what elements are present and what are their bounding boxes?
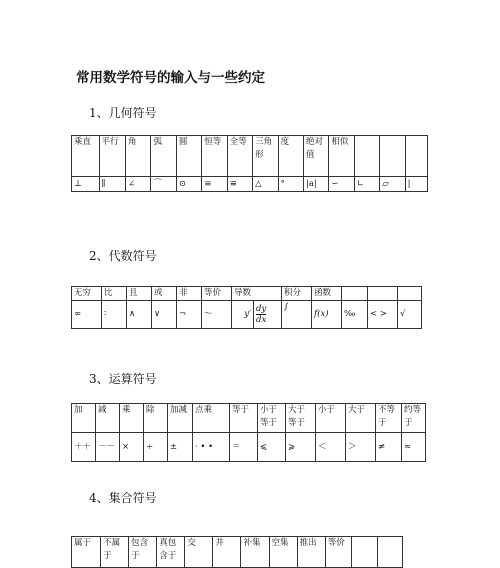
table-cell: ± (168, 433, 193, 462)
table-row (72, 537, 403, 568)
table-cell: △ (253, 177, 278, 192)
table-cell: ～ (202, 301, 232, 329)
table-cell: 小于等于 (258, 404, 286, 433)
table-cell: 函数 (312, 287, 342, 301)
table-cell: ⩾ (286, 433, 316, 462)
operation-symbol-table (71, 403, 426, 462)
table-cell: y′ (232, 301, 254, 329)
table-cell: ∧ (127, 301, 152, 329)
table-cell: f(x) (312, 301, 342, 329)
table-cell: ¬ (177, 301, 202, 329)
table-cell (398, 287, 422, 301)
table-cell (405, 136, 427, 177)
fraction-denominator: dx (256, 315, 267, 325)
table-row (72, 433, 426, 462)
table-cell: ∶ (102, 301, 127, 329)
table-cell: 大于等于 (286, 404, 316, 433)
table-cell: ⩽ (258, 433, 286, 462)
table-cell: 平行 (99, 136, 125, 177)
section-heading-sets: 4、集合符号 (89, 491, 157, 505)
table-row (72, 177, 428, 192)
set-symbol-table (71, 536, 403, 568)
table-cell: · • • (193, 433, 230, 462)
table-cell: 度 (278, 136, 303, 177)
table-cell: × (120, 433, 144, 462)
page-title: 常用数学符号的输入与一些约定 (76, 70, 265, 86)
table-cell (351, 537, 377, 568)
table-cell: ∨ (152, 301, 177, 329)
table-cell (380, 136, 405, 177)
table-cell: ＞ (346, 433, 376, 462)
table-cell: 属于 (72, 537, 101, 568)
table-cell: 且 (127, 287, 152, 301)
table-cell (368, 287, 398, 301)
table-cell: ＋＋ (72, 433, 96, 462)
table-cell: ∠ (126, 177, 151, 192)
table-cell: 加 (72, 404, 96, 433)
table-cell: 弧 (151, 136, 176, 177)
table-cell: 不等于 (376, 404, 402, 433)
table-cell: 加减 (168, 404, 193, 433)
table-cell: ≌ (227, 177, 252, 192)
table-cell: < > (368, 301, 398, 329)
fraction-numerator: dy (256, 304, 267, 314)
table-cell: | (405, 177, 427, 192)
table-cell: ∞ (72, 301, 102, 329)
table-cell: 不属于 (101, 537, 129, 568)
table-cell: 真包含于 (157, 537, 185, 568)
table-cell: 比 (102, 287, 127, 301)
table-cell: ∽ (329, 177, 354, 192)
table-cell: ∫ (282, 301, 312, 329)
table-cell: 导数 (232, 287, 282, 301)
table-cell: 乘直 (72, 136, 100, 177)
table-cell (377, 537, 402, 568)
derivative-fraction (256, 304, 266, 325)
algebra-symbol-table (71, 286, 422, 329)
table-cell: 积分 (282, 287, 312, 301)
table-cell: 绝对值 (303, 136, 328, 177)
table-cell: ⊥ (72, 177, 100, 192)
table-cell: 推出 (297, 537, 325, 568)
table-cell: 约等于 (402, 404, 426, 433)
table-row (72, 404, 426, 433)
table-cell: 包含于 (129, 537, 157, 568)
table-cell: 等于 (230, 404, 258, 433)
table-cell: 恒等 (202, 136, 227, 177)
table-cell: ▱ (380, 177, 405, 192)
table-cell: 补集 (241, 537, 269, 568)
table-cell: 圆 (176, 136, 201, 177)
table-cell (342, 287, 368, 301)
table-cell: 交 (185, 537, 213, 568)
table-cell: ＜ (316, 433, 346, 462)
table-cell: ⊙ (176, 177, 201, 192)
table-cell: 全等 (227, 136, 252, 177)
table-cell: －－ (96, 433, 120, 462)
table-cell: 乘 (120, 404, 144, 433)
table-cell: ⌒ (151, 177, 176, 192)
table-cell: ‰ (342, 301, 368, 329)
table-cell: ≈ (402, 433, 426, 462)
table-cell: ∟ (354, 177, 379, 192)
table-cell: ÷ (144, 433, 168, 462)
table-cell: ∥ (99, 177, 125, 192)
table-cell: 或 (152, 287, 177, 301)
table-cell: 等价 (202, 287, 232, 301)
table-cell: |a| (303, 177, 328, 192)
table-cell: 大于 (346, 404, 376, 433)
table-cell: ＝ (230, 433, 258, 462)
table-cell: 等价 (325, 537, 351, 568)
table-cell: 减 (96, 404, 120, 433)
table-cell: ≡ (202, 177, 227, 192)
table-cell: ≠ (376, 433, 402, 462)
table-cell: 并 (213, 537, 241, 568)
table-row (72, 136, 428, 177)
table-cell: 角 (126, 136, 151, 177)
section-heading-algebra: 2、代数符号 (89, 249, 157, 263)
table-cell: 除 (144, 404, 168, 433)
table-cell (354, 136, 379, 177)
table-cell: 点乘 (193, 404, 230, 433)
table-cell: 无穷 (72, 287, 102, 301)
table-cell: 空集 (269, 537, 297, 568)
table-cell (254, 301, 282, 329)
section-heading-operations: 3、运算符号 (89, 372, 157, 386)
table-cell: 小于 (316, 404, 346, 433)
table-row (72, 287, 422, 301)
table-cell: 三角形 (253, 136, 278, 177)
section-heading-geometry: 1、几何符号 (89, 106, 157, 120)
geometry-symbol-table (71, 135, 428, 192)
table-cell: 相似 (329, 136, 354, 177)
table-row (72, 301, 422, 329)
table-cell: 非 (177, 287, 202, 301)
table-cell: ° (278, 177, 303, 192)
table-cell: √ (398, 301, 422, 329)
